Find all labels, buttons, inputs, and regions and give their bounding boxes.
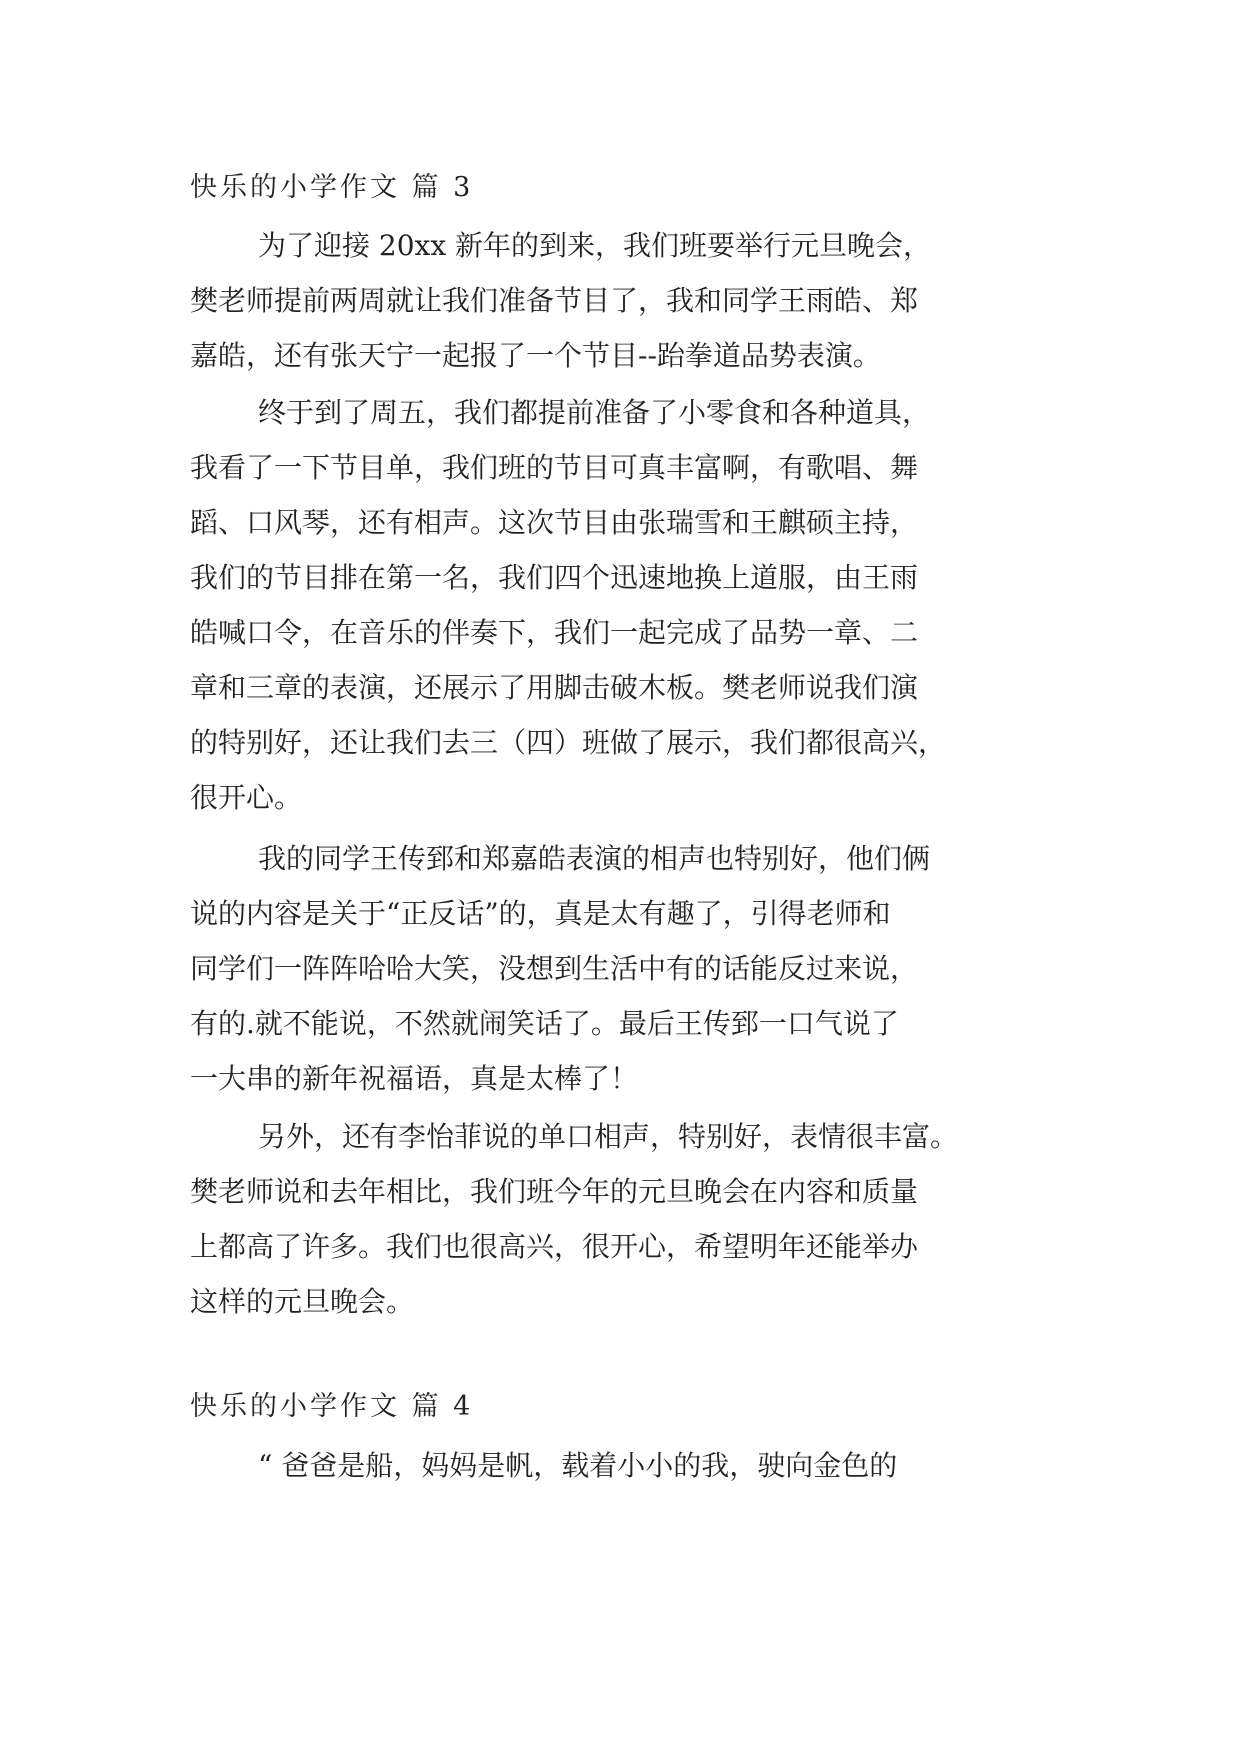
paragraph-line: 樊老师提前两周就让我们准备节目了，我和同学王雨皓、郑 (190, 284, 919, 317)
paragraph-line: 我看了一下节目单，我们班的节目可真丰富啊，有歌唱、舞 (190, 451, 919, 484)
paragraph-line: 嘉皓，还有张天宁一起报了一个节目--跆拳道品势表演。 (190, 339, 881, 372)
paragraph-line: 一大串的新年祝福语，真是太棒了！ (190, 1062, 639, 1095)
paragraph-line: 终于到了周五，我们都提前准备了小零食和各种道具， (258, 396, 931, 429)
paragraph-line: 樊老师说和去年相比，我们班今年的元旦晚会在内容和质量 (190, 1175, 919, 1208)
section-heading: 快乐的小学作文 篇 4 (190, 1391, 474, 1422)
paragraph-line: 上都高了许多。我们也很高兴，很开心，希望明年还能举办 (190, 1230, 919, 1263)
paragraph-line: 我的同学王传郅和郑嘉皓表演的相声也特别好，他们俩 (258, 842, 931, 875)
paragraph-line: “ 爸爸是船，妈妈是帆，载着小小的我，驶向金色的 (258, 1449, 898, 1482)
paragraph-line: 很开心。 (190, 781, 303, 814)
section-heading: 快乐的小学作文 篇 3 (190, 172, 474, 203)
paragraph-line: 同学们一阵阵哈哈大笑，没想到生活中有的话能反过来说， (190, 952, 919, 985)
paragraph-line: 我们的节目排在第一名，我们四个迅速地换上道服，由王雨 (190, 561, 919, 594)
paragraph-line: 的特别好，还让我们去三（四）班做了展示，我们都很高兴， (190, 726, 947, 759)
paragraph-line: 说的内容是关于“正反话”的，真是太有趣了，引得老师和 (190, 897, 891, 930)
paragraph-line: 有的.就不能说，不然就闹笑话了。最后王传郅一口气说了 (190, 1007, 899, 1040)
paragraph-line: 蹈、口风琴，还有相声。这次节目由张瑞雪和王麒硕主持， (190, 506, 919, 539)
paragraph-line: 另外，还有李怡菲说的单口相声，特别好，表情很丰富。 (258, 1120, 959, 1153)
paragraph-line: 章和三章的表演，还展示了用脚击破木板。樊老师说我们演 (190, 671, 919, 704)
paragraph-line: 这样的元旦晚会。 (190, 1285, 415, 1318)
paragraph-line: 皓喊口令，在音乐的伴奏下，我们一起完成了品势一章、二 (190, 616, 919, 649)
paragraph-line: 为了迎接 20xx 新年的到来，我们班要举行元旦晚会， (258, 229, 932, 262)
